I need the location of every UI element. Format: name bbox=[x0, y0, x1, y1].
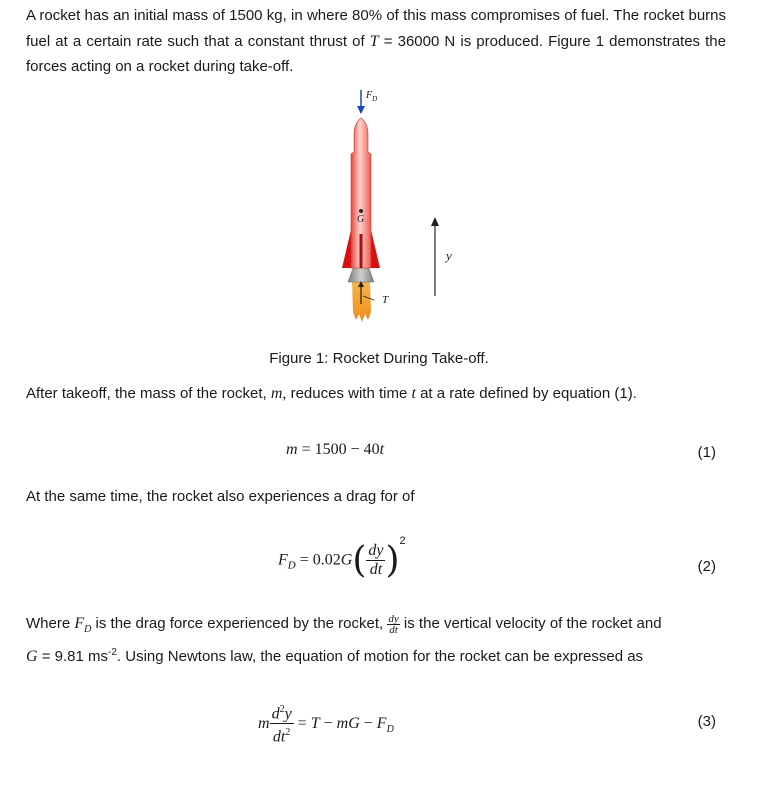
time-variable: t bbox=[411, 385, 416, 402]
where-paragraph: Where $F_D$ is the drag force experienced by the rocket, $\frac{dy}{dt}$ is the vertical velocity of the rocket and G = 9.81 $ms^{-2}$. Using Newtons law, the equation of motion for the rocket can be expressed as bbox=[26, 612, 662, 665]
equation-1-number: (1) bbox=[697, 444, 716, 461]
rocket-figure bbox=[330, 82, 480, 332]
drag-intro-paragraph: At the same time, the rocket also experiences a drag for of bbox=[26, 488, 415, 505]
drag-force-label: $F_D$ bbox=[366, 90, 378, 103]
intro-text-2: = 36000 N is produced. Figure 1 demonstrates the forces acting on a rocket during take-off. bbox=[26, 32, 726, 75]
cg-label: G bbox=[357, 214, 365, 225]
center-fin bbox=[360, 234, 363, 268]
equation-3-number: (3) bbox=[697, 713, 716, 730]
drag-force-arrow bbox=[357, 90, 365, 114]
mass-variable: m, bbox=[270, 385, 287, 402]
dy-dt-fraction: $\frac{dy}{dt}$ bbox=[368, 542, 384, 578]
intro-paragraph bbox=[26, 3, 726, 80]
figure-caption: Figure 1: Rocket During Take-off. bbox=[269, 350, 489, 367]
equation-2: $F_D = 0.02G$( $\frac{dy}{dt}$ )$^2$ bbox=[278, 535, 406, 581]
y-axis-arrow bbox=[431, 217, 439, 296]
nozzle bbox=[348, 268, 374, 282]
y-axis-label: y bbox=[446, 248, 452, 263]
rocket-diagram bbox=[330, 82, 480, 332]
intro-text-1: A rocket has an initial mass of 1500 kg, in where 80% of this mass compromises of fuel. The rocket burns fuel at a certain rate such that a constant thrust of bbox=[26, 7, 726, 50]
center-of-gravity-dot bbox=[359, 209, 363, 213]
equation-2-number: (2) bbox=[697, 558, 716, 575]
velocity-fraction: $\frac{dy}{dt}$ bbox=[388, 612, 399, 636]
second-derivative-fraction: $\frac{d^2y}{dt^2}$ bbox=[270, 701, 294, 747]
equation-1: m = 1500 − 40t bbox=[286, 441, 385, 458]
equation-3: m $\frac{d^2y}{dt^2}$ = T − mG − $F_D$ bbox=[258, 701, 394, 747]
thrust-label: T bbox=[382, 294, 389, 306]
thrust-variable: T bbox=[369, 32, 379, 50]
after-takeoff-paragraph: After takeoff, the mass of the rocket, m, reduces with time t at a rate defined by equation (1). bbox=[26, 385, 637, 402]
